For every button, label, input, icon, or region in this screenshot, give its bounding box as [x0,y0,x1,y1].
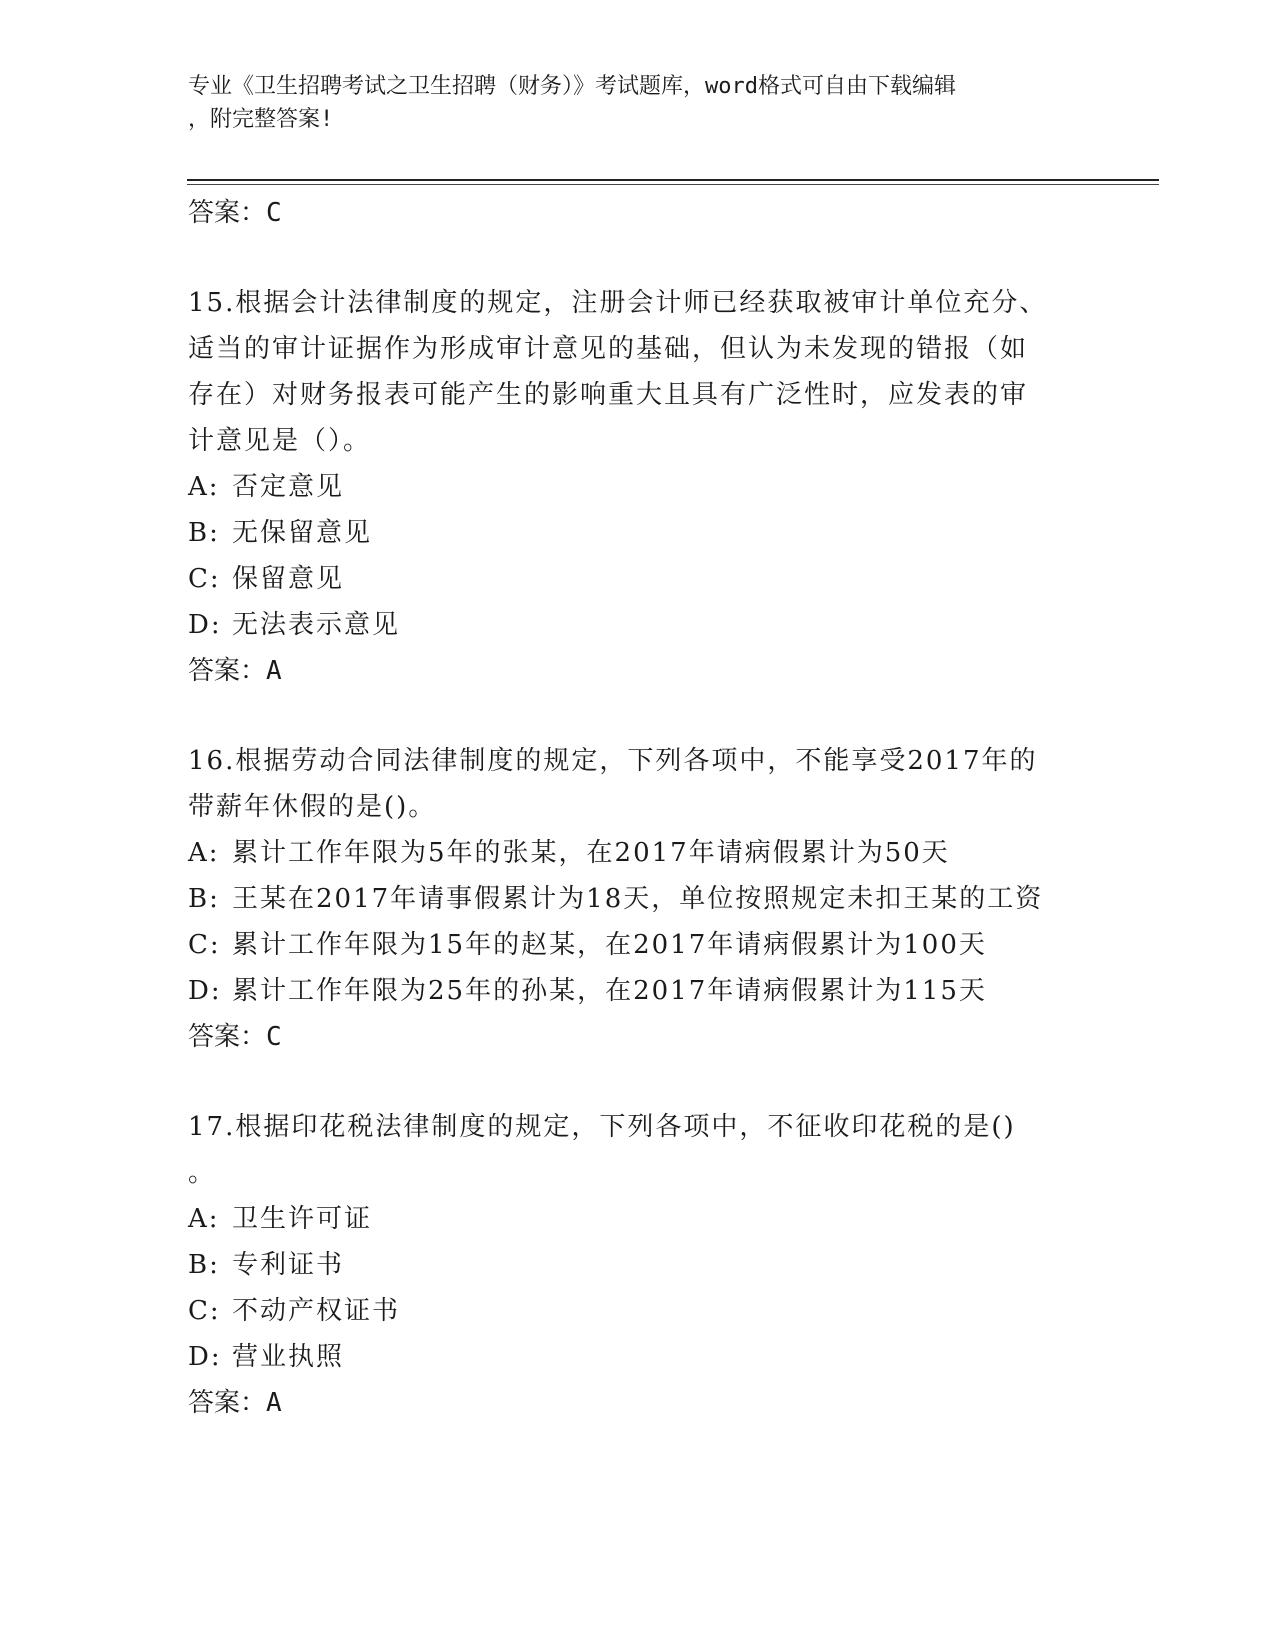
option-text: 卫生许可证 [232,1204,373,1234]
option-d [188,968,1088,1014]
option-text: 否定意见 [232,472,345,502]
question-17 [188,1104,1088,1426]
option-label: D: [188,976,222,1006]
question-text-line: 计意见是（）。 [188,426,372,456]
option-a [188,830,1088,876]
option-label: B: [188,1250,220,1280]
question-text-line: 适当的审计证据作为形成审计意见的基础，但认为未发现的错报（如 [188,334,1029,364]
option-d [188,1334,1088,1380]
header-note [188,70,1088,136]
option-text: 专利证书 [232,1250,345,1280]
question-text-line: 16.根据劳动合同法律制度的规定，下列各项中，不能享受2017年的 [188,746,1038,776]
answer: 答案：A [188,656,282,686]
option-d [188,602,1088,648]
option-label: A: [188,1204,220,1234]
header-note-line1: 专业《卫生招聘考试之卫生招聘（财务）》考试题库，word格式可自由下载编辑 [188,74,956,99]
option-text: 累计工作年限为5年的张某，在2017年请病假累计为50天 [232,838,950,868]
option-label: B: [188,518,220,548]
option-a [188,1196,1088,1242]
option-label: A: [188,472,220,502]
header-note-line2: ，附完整答案! [188,107,334,132]
question-text-line: 带薪年休假的是()。 [188,792,437,822]
option-c [188,556,1088,602]
option-label: D: [188,1342,222,1372]
previous-answer: 答案：C [188,198,282,228]
question-text-line: 17.根据印花税法律制度的规定，下列各项中，不征收印花税的是() [188,1112,1016,1142]
option-text: 无法表示意见 [232,610,401,640]
header-rule-thin [187,184,1159,185]
option-b [188,1242,1088,1288]
option-label: C: [188,930,221,960]
answer: 答案：A [188,1388,282,1418]
option-text: 累计工作年限为15年的赵某，在2017年请病假累计为100天 [232,930,987,960]
option-label: B: [188,884,220,914]
option-text: 无保留意见 [232,518,373,548]
question-text-line: 15.根据会计法律制度的规定，注册会计师已经获取被审计单位充分、 [188,288,1048,318]
question-text-line: 。 [188,1158,217,1188]
option-b [188,876,1088,922]
question-15 [188,280,1088,694]
question-text-line: 存在）对财务报表可能产生的影响重大且具有广泛性时，应发表的审 [188,380,1029,410]
option-label: A: [188,838,220,868]
option-text: 王某在2017年请事假累计为18天，单位按照规定未扣王某的工资 [232,884,1044,914]
answer: 答案：C [188,1022,282,1052]
option-c [188,922,1088,968]
option-a [188,464,1088,510]
option-text: 累计工作年限为25年的孙某，在2017年请病假累计为115天 [232,976,987,1006]
option-b [188,510,1088,556]
option-label: D: [188,610,222,640]
header-rule-thick [187,179,1159,181]
option-text: 保留意见 [232,564,345,594]
option-text: 不动产权证书 [232,1296,401,1326]
question-16 [188,738,1088,1060]
option-label: C: [188,564,221,594]
option-text: 营业执照 [232,1342,345,1372]
option-label: C: [188,1296,221,1326]
question-list [188,190,1088,1426]
option-c [188,1288,1088,1334]
